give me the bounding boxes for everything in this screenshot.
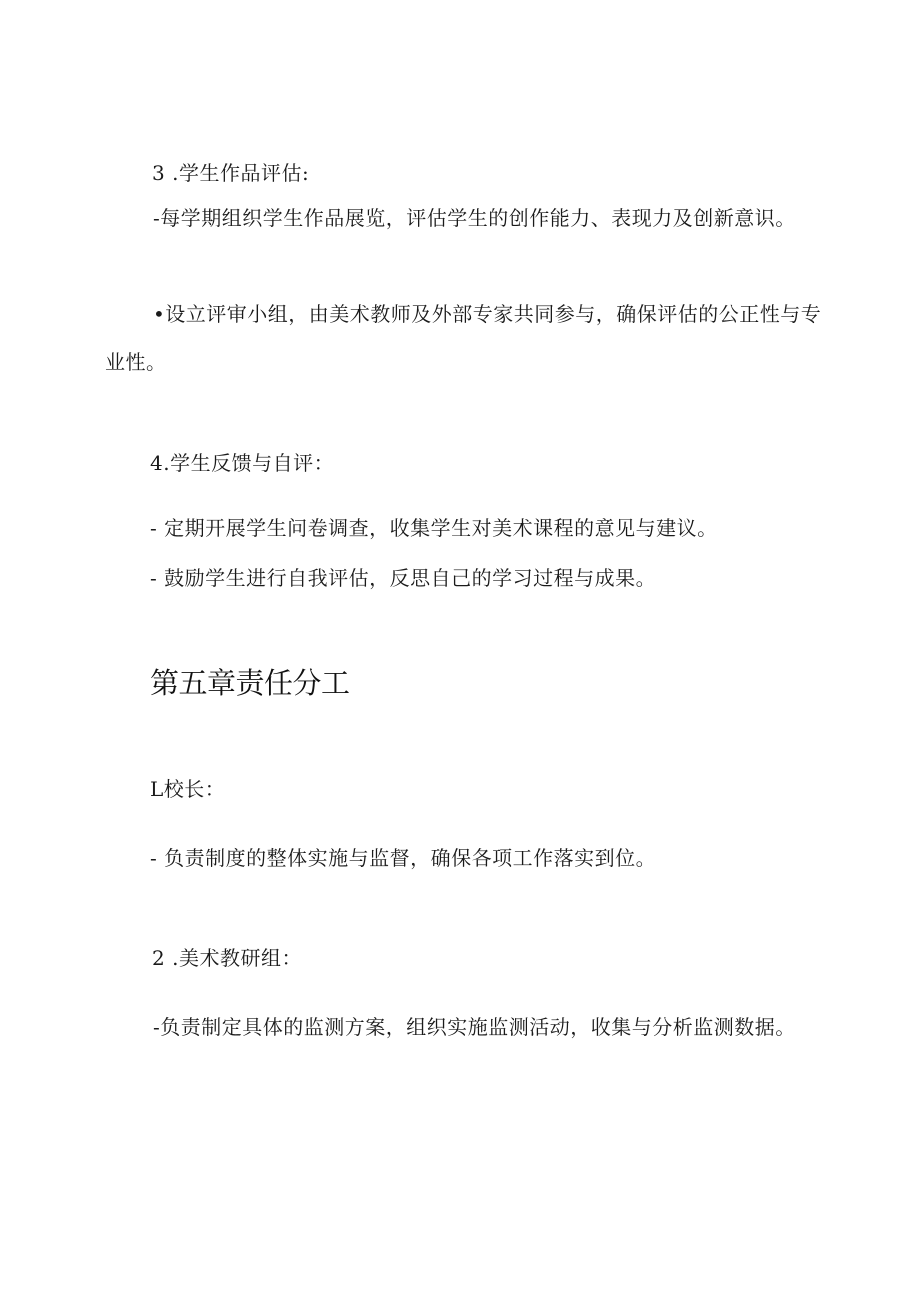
section-3-heading: 3 .学生作品评估:: [152, 161, 310, 185]
principal-item-1: - 负责制度的整体实施与监督，确保各项工作落实到位。: [150, 846, 657, 870]
section-4-item-1: - 定期开展学生问卷调查，收集学生对美术课程的意见与建议。: [150, 516, 718, 540]
chapter-5-title: 第五章责任分工: [150, 666, 350, 700]
principal-heading: L校长：: [150, 777, 226, 801]
section-4-heading: 4.学生反馈与自评：: [150, 451, 335, 475]
art-group-item-1: -负责制定具体的监测方案，组织实施监测活动，收集与分析监测数据。: [153, 1015, 796, 1039]
section-3-item-1: -每学期组织学生作品展览，评估学生的创作能力、表现力及创新意识。: [153, 206, 796, 230]
section-4-item-2: - 鼓励学生进行自我评估，反思自己的学习过程与成果。: [150, 566, 657, 590]
art-group-heading: 2 .美术教研组：: [152, 946, 302, 970]
section-3-item-2: •设立评审小组，由美术教师及外部专家共同参与，确保评估的公正性与专业性。: [105, 302, 822, 374]
